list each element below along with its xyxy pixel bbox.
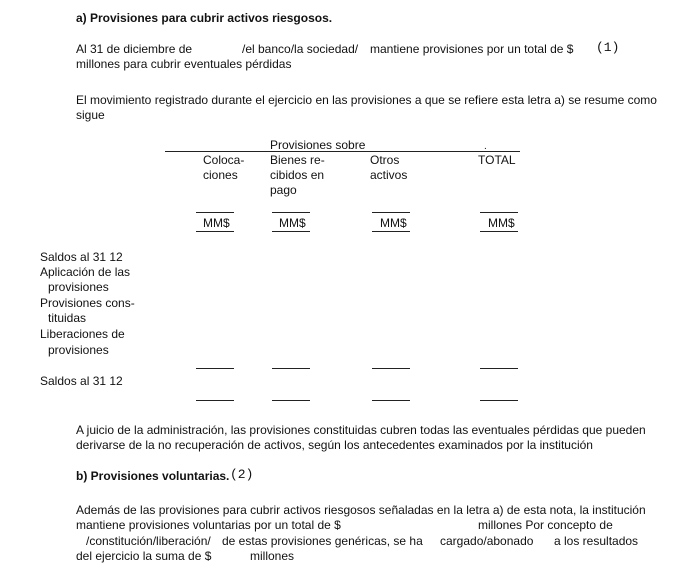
management-opinion-line2: derivarse de la no recuperación de activos, según los antecedentes examinados por la institución [76, 438, 593, 452]
section-b-line2-a: mantiene provisiones voluntarias por un total de $ [76, 518, 341, 532]
tick-mark: . [484, 141, 487, 152]
section-b-line4-b: millones [250, 549, 295, 563]
unit-underline [372, 231, 410, 232]
section-b-line4-a: del ejercicio la suma de $ [76, 549, 212, 563]
total-rule [196, 400, 234, 401]
para1-text-a: Al 31 de diciembre de [76, 42, 193, 56]
table-header-rule [165, 151, 520, 152]
subtotal-rule [196, 368, 234, 369]
row-label-aplicacion: Aplicación de las [40, 265, 131, 279]
management-opinion-line1: A juicio de la administración, las provisiones constituidas cubren todas las eventuales pérdidas que pueden [76, 423, 646, 437]
row-label-aplicacion-2: provisiones [48, 280, 109, 294]
subtotal-rule [372, 368, 410, 369]
total-rule [480, 400, 518, 401]
section-b-line3-c: cargado/abonado [440, 534, 534, 548]
unit-rule [480, 212, 518, 213]
total-rule [372, 400, 410, 401]
unit-label: MM$ [380, 216, 407, 230]
section-b-heading: b) Provisiones voluntarias. [76, 469, 230, 483]
para2-line1: El movimiento registrado durante el ejercicio en las provisiones a que se refiere esta letra a) se resume como [76, 93, 657, 107]
row-label-liberaciones-2: provisiones [48, 343, 109, 357]
para1-reference: (1) [596, 40, 620, 55]
unit-rule [272, 212, 310, 213]
section-b-reference: (2) [230, 467, 254, 482]
unit-label: MM$ [488, 216, 515, 230]
row-label-saldos-final: Saldos al 31 12 [40, 374, 123, 388]
row-label-liberaciones: Liberaciones de [40, 327, 125, 341]
column-header-bienes: Bienes re- cibidos en pago [270, 153, 325, 197]
unit-label: MM$ [203, 216, 230, 230]
section-b-line1: Además de las provisiones para cubrir activos riesgosos señaladas en la letra a) de esta nota, la institución [76, 503, 646, 517]
para1-line2: millones para cubrir eventuales pérdidas [76, 57, 292, 71]
column-header-otros: Otros activos [370, 153, 408, 182]
row-label-saldos-inicial: Saldos al 31 12 [40, 250, 123, 264]
section-b-line3-a: /constitución/liberación/ [86, 534, 211, 548]
column-header-colocaciones: Coloca- ciones [203, 153, 245, 182]
para1-text-b: /el banco/la sociedad/ [242, 42, 359, 56]
section-b-line3-d: a los resultados [554, 534, 639, 548]
subtotal-rule [480, 368, 518, 369]
section-b-line3-b: de estas provisiones genéricas, se ha [222, 534, 423, 548]
para2-line2: sigue [76, 108, 105, 122]
unit-rule [372, 212, 410, 213]
unit-underline [196, 231, 234, 232]
unit-underline [480, 231, 518, 232]
section-a-heading: a) Provisiones para cubrir activos riesgosos. [76, 11, 333, 25]
row-label-constituidas: Provisiones cons- [40, 296, 135, 310]
subtotal-rule [272, 368, 310, 369]
unit-rule [196, 212, 234, 213]
unit-label: MM$ [279, 216, 306, 230]
row-label-constituidas-2: tituidas [48, 311, 87, 325]
unit-underline [272, 231, 310, 232]
para1-text-c: mantiene provisiones por un total de $ [370, 42, 574, 56]
table-group-header: Provisiones sobre [270, 138, 366, 152]
section-b-line2-b: millones Por concepto de [478, 518, 613, 532]
column-header-total: TOTAL [478, 153, 516, 167]
total-rule [272, 400, 310, 401]
